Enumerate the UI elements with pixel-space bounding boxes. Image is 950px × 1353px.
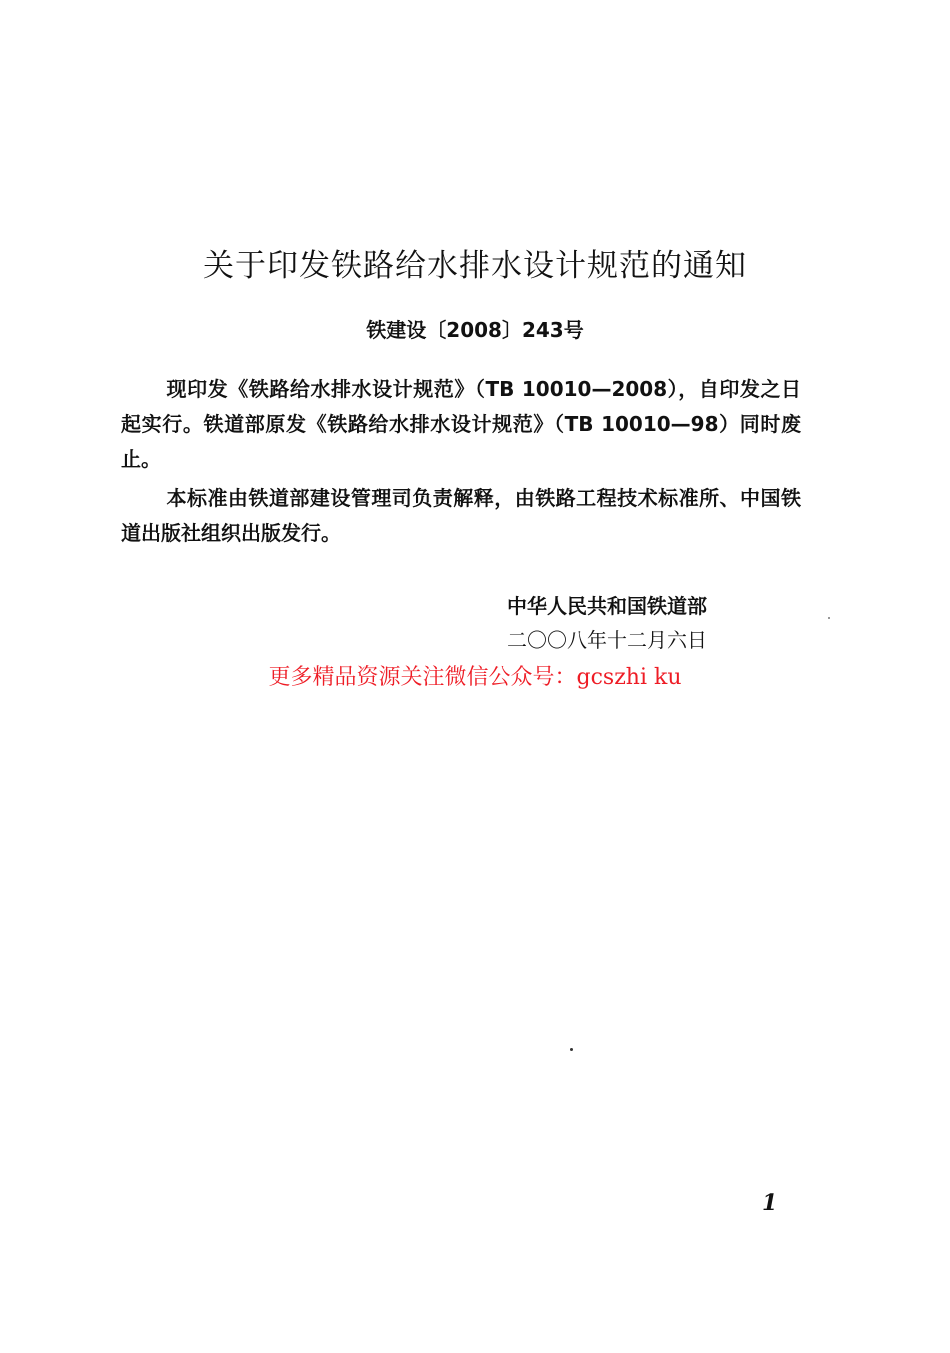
document-number: 铁建设〔2008〕243号 [366, 318, 584, 342]
signature-date: 二〇〇八年十二月六日 [507, 628, 707, 652]
scan-speck [828, 617, 830, 619]
promo-text: 更多精品资源关注微信公众号：gcszhi ku [268, 665, 682, 690]
document-title: 关于印发铁路给水排水设计规范的通知 [203, 248, 747, 284]
paragraph-2-text: 本标准由铁道部建设管理司负责解释，由铁路工程技术标准所、中国铁道出版社组织出版发行。 [121, 486, 801, 545]
signature-organization: 中华人民共和国铁道部 [507, 594, 707, 618]
scan-speck [570, 1048, 573, 1051]
page-number: 1 [762, 1190, 778, 1216]
paragraph-2 [121, 481, 801, 551]
paragraph-1 [121, 372, 801, 477]
paragraph-1-text: 现印发《铁路给水排水设计规范》（TB 10010—2008），自印发之日起实行。铁道部原发《铁路给水排水设计规范》（TB 10010—98）同时废止。 [121, 377, 801, 471]
